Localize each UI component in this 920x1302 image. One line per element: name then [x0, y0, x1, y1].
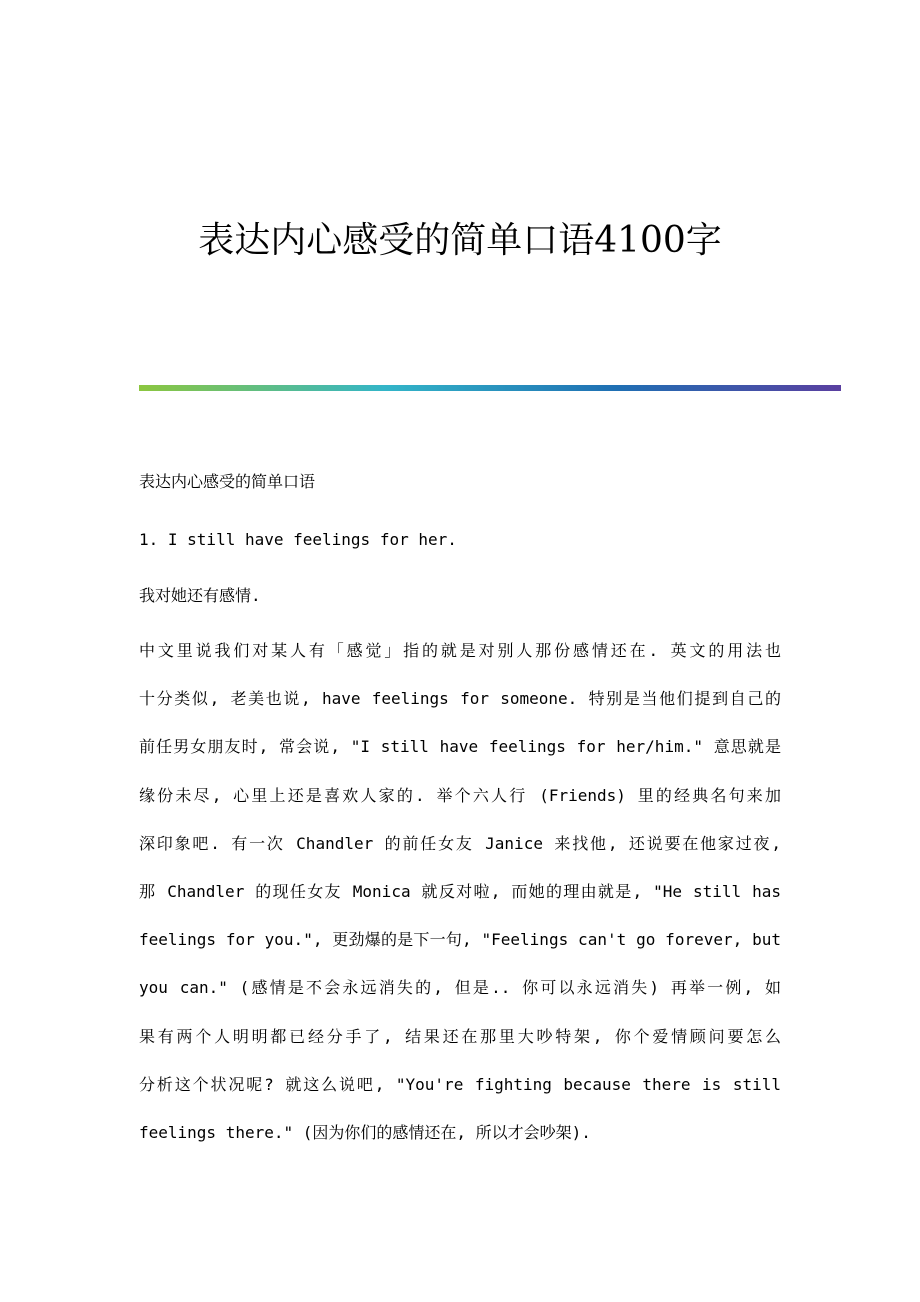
paragraph-line: 深印象吧. 有一次 Chandler 的前任女友 Janice 来找他, 还说要在他家过夜, [139, 833, 781, 853]
paragraph-line: feelings there." (因为你们的感情还在, 所以才会吵架). [139, 1122, 591, 1142]
explanation-paragraph [139, 627, 781, 1157]
paragraph-line: 分析这个状况呢? 就这么说吧, "You're fighting because there is still [139, 1074, 781, 1094]
paragraph-line: 果有两个人明明都已经分手了, 结果还在那里大吵特架, 你个爱情顾问要怎么 [139, 1026, 781, 1046]
paragraph-line: you can." (感情是不会永远消失的, 但是.. 你可以永远消失) 再举一例, 如 [139, 978, 781, 998]
paragraph-line: 中文里说我们对某人有「感觉」指的就是对别人那份感情还在. 英文的用法也 [139, 641, 781, 660]
document-title: 表达内心感受的简单口语4100字 [198, 220, 722, 261]
paragraph-line: 十分类似, 老美也说, have feelings for someone. 特别是当他们提到自己的 [139, 689, 781, 709]
title-divider-rule [139, 385, 841, 391]
phrase-item-english: 1. I still have feelings for her. [139, 530, 457, 549]
paragraph-line: 缘份未尽, 心里上还是喜欢人家的. 举个六人行 (Friends) 里的经典名句来加 [139, 785, 781, 805]
section-subheading: 表达内心感受的简单口语 [139, 472, 316, 491]
paragraph-line: 那 Chandler 的现任女友 Monica 就反对啦, 而她的理由就是, "He still has [139, 881, 781, 901]
paragraph-line: feelings for you.", 更劲爆的是下一句, "Feelings can't go forever, but [139, 930, 781, 950]
paragraph-line: 前任男女朋友时, 常会说, "I still have feelings for her/him." 意思就是 [139, 737, 781, 757]
phrase-item-translation: 我对她还有感情. [139, 586, 261, 605]
